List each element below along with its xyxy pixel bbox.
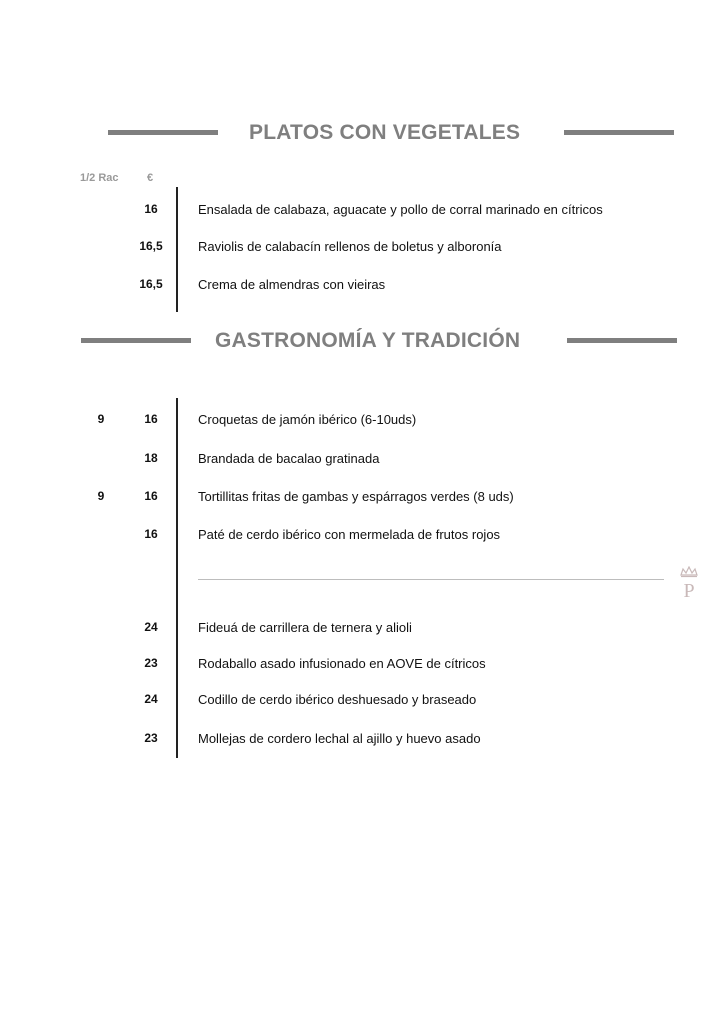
menu-item (0, 202, 724, 220)
title-rule-right (567, 338, 677, 343)
dish-name: Codillo de cerdo ibérico deshuesado y braseado (198, 692, 477, 707)
menu-item (0, 620, 724, 638)
menu-item (0, 451, 724, 469)
logo-letter: P (683, 580, 695, 600)
menu-item (0, 527, 724, 545)
title-rule-left (108, 130, 218, 135)
price: 24 (144, 620, 158, 634)
price: 16 (144, 412, 158, 426)
menu-item (0, 656, 724, 674)
menu-item (0, 239, 724, 257)
half-portion-price: 9 (97, 412, 105, 426)
column-header-price: € (147, 172, 154, 184)
dish-name: Croquetas de jamón ibérico (6-10uds) (198, 412, 417, 427)
dish-name: Tortillitas fritas de gambas y espárragos verdes (8 uds) (198, 489, 514, 504)
section-title-tradicion: GASTRONOMÍA Y TRADICIÓN (215, 329, 521, 352)
menu-item (0, 489, 724, 507)
dish-name: Raviolis de calabacín rellenos de boletus y alboronía (198, 239, 502, 254)
price: 24 (144, 692, 158, 706)
dish-name: Rodaballo asado infusionado en AOVE de cítricos (198, 656, 486, 671)
dish-name: Mollejas de cordero lechal al ajillo y huevo asado (198, 731, 481, 746)
dish-name: Crema de almendras con vieiras (198, 277, 386, 292)
half-portion-price: 9 (97, 489, 105, 503)
dish-name: Brandada de bacalao gratinada (198, 451, 380, 466)
crown-icon (678, 566, 700, 600)
separator-line (198, 579, 664, 580)
title-rule-right (564, 130, 674, 135)
price: 16 (144, 202, 158, 216)
menu-item (0, 277, 724, 295)
dish-name: Fideuá de carrillera de ternera y alioli (198, 620, 412, 635)
menu-item (0, 692, 724, 710)
price: 23 (144, 731, 158, 745)
price: 18 (144, 451, 158, 465)
menu-item (0, 731, 724, 749)
title-rule-left (81, 338, 191, 343)
price: 16,5 (139, 239, 163, 253)
dish-name: Paté de cerdo ibérico con mermelada de frutos rojos (198, 527, 501, 542)
dish-name: Ensalada de calabaza, aguacate y pollo de corral marinado en cítricos (198, 202, 603, 217)
price: 16,5 (139, 277, 163, 291)
price: 16 (144, 489, 158, 503)
price: 23 (144, 656, 158, 670)
section-title-vegetales: PLATOS CON VEGETALES (249, 121, 521, 144)
price: 16 (144, 527, 158, 541)
column-header-half-portion: 1/2 Rac (80, 172, 119, 184)
menu-item (0, 412, 724, 430)
